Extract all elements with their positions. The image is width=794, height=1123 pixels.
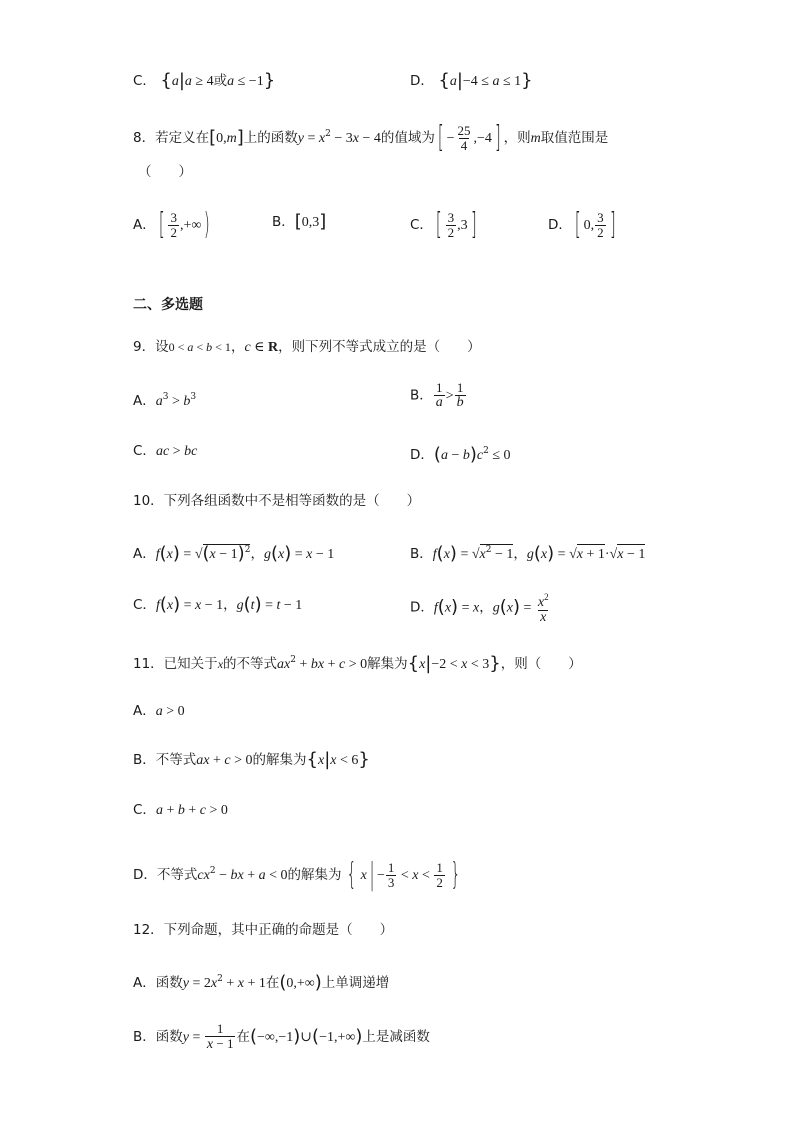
- q11-option-b: B．不等式ax + c > 0的解集为{x|x < 6}: [133, 749, 370, 770]
- q9-option-a: A．$a^3 > b^3$: [133, 392, 197, 409]
- section-heading-multi-choice: 二、多选题: [133, 297, 203, 313]
- q8-answer-paren: （ ）: [138, 164, 192, 180]
- q9-stem: 9．设0 < a < b < 1，c ∈ R，则下列不等式成立的是（ ）: [133, 339, 481, 355]
- q10-option-b: B．$f(x) = √x^2 - 1$，g(x) = √x + 1·√x − 1: [410, 543, 646, 564]
- q9-option-c: C．ac > bc: [133, 443, 198, 459]
- q11-option-d: D．不等式$cx^2$ − bx + a < 0的解集为 { x| − $\frac{1}{3}$ < x < $\frac{1}{2}$ }: [133, 857, 461, 892]
- q8-option-b: B．[0,3]: [272, 211, 327, 232]
- q11-stem: 11．已知关于x的不等式$ax^2$ + bx + c > 0解集为{x|−2 < x < 3}，则（ ）: [133, 653, 582, 674]
- q9-option-b: B． $\frac{1}{a}$ > $\frac{1}{b}$: [410, 380, 464, 410]
- q10-option-d: D．f(x) = x，g(x) = $\frac{x^2}{x}$: [410, 592, 549, 625]
- q8-option-c: C．[ $\frac{3}{2}$ ,3]: [410, 207, 477, 242]
- q11-option-a: A．a > 0: [133, 703, 185, 719]
- q12-stem: 12．下列命题，其中正确的命题是（ ）: [133, 922, 394, 938]
- q12-option-a: A．函数$y = 2x^2 + x + 1$在(0,+∞)上单调递增: [133, 972, 390, 993]
- q8-option-a: A．[ $\frac{3}{2}$ ,+∞): [133, 207, 211, 242]
- q10-stem: 10．下列各组函数中不是相等函数的是（ ）: [133, 493, 421, 509]
- q8-option-d: D．[ 0, $\frac{3}{2}$ ]: [548, 207, 616, 242]
- q8-stem: 8．若定义在[0,m]上的函数$y = x^2 - 3x - 4$的值域为[ − $\frac{25}{4}$ ,−4] ，则m取值范围是: [133, 120, 609, 155]
- q10-option-a: A．$f(x) = √(x - 1)^2$，g(x) = x − 1: [133, 543, 335, 564]
- q11-option-c: C．a + b + c > 0: [133, 802, 228, 818]
- q10-option-c: C．f(x) = x − 1，g(t) = t − 1: [133, 594, 303, 615]
- q7-option-c: C． {a|a ≥ 4或a ≤ −1}: [133, 70, 276, 91]
- q7-option-d: D． {a|−4 ≤ a ≤ 1}: [410, 70, 533, 91]
- q12-option-b: B．函数y = $\frac{1}{x - 1}$ 在(−∞,−1)∪(−1,+∞)上是减函数: [133, 1021, 430, 1052]
- q9-option-d: D．$(a - b)c^2 \le 0$: [410, 444, 511, 465]
